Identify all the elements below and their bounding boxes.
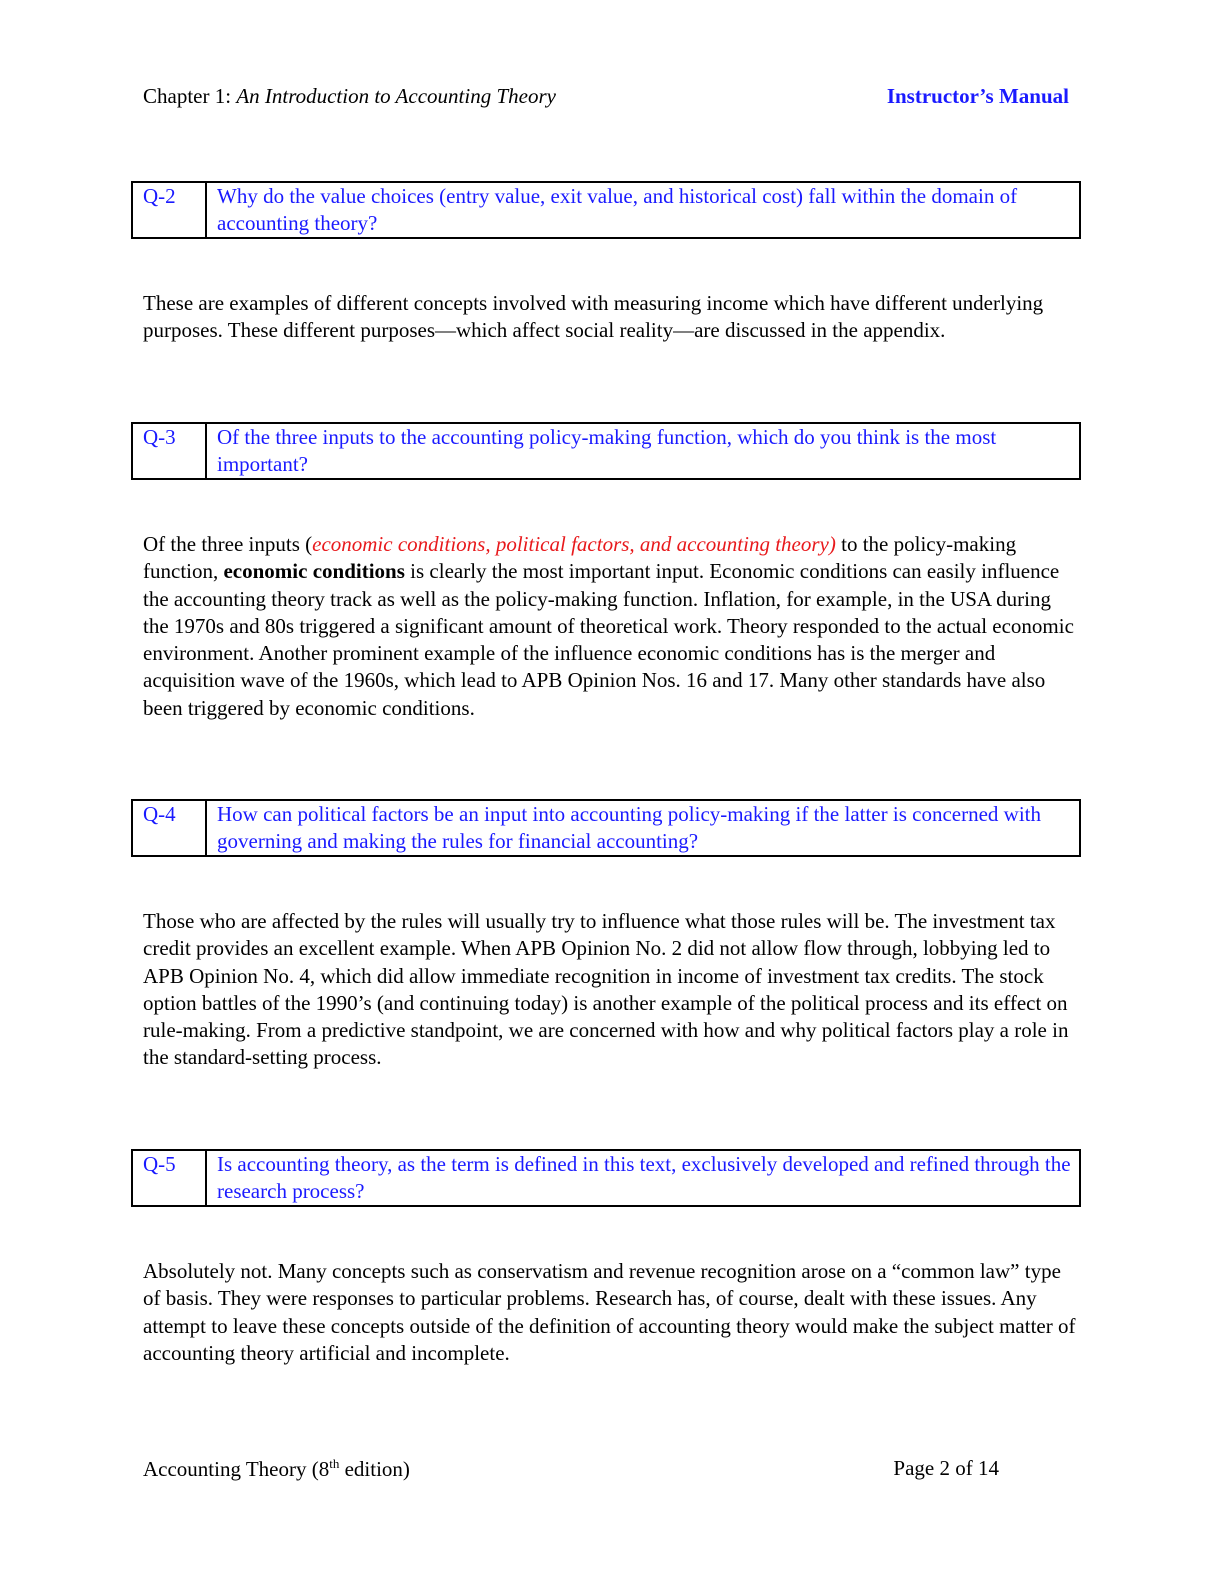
question-number: Q-5 <box>133 1151 207 1205</box>
book-prefix: Accounting Theory (8 <box>143 1457 330 1481</box>
question-number: Q-2 <box>133 183 207 237</box>
book-suffix: edition) <box>339 1457 410 1481</box>
answer-bold: economic conditions <box>223 559 405 584</box>
page-number: Page 2 of 14 <box>893 1456 999 1480</box>
edition-sup: th <box>329 1456 340 1471</box>
question-box-q2 <box>131 181 1081 239</box>
answer-mid: to the policy-making function, <box>143 532 1017 584</box>
question-number: Q-3 <box>133 424 207 478</box>
question-box-q3 <box>131 422 1081 480</box>
answer-q4: Those who are affected by the rules will usually try to influence what those rules will be. The investment tax credit provides an excellent example. When APB Opinion No. 2 did not allow flow through, lobbying led to APB Opinion No. 4, which did allow immediate recognition in income of investment tax credits. The stock option battles of the 1990’s (and continuing today) is another example of the political process and its effect on rule-making. From a predictive standpoint, we are concerned with how and why political factors play a role in the standard-setting process. <box>143 909 1069 1070</box>
question-text: Why do the value choices (entry value, exit value, and historical cost) fall within the domain of accounting theory? <box>217 184 1018 235</box>
question-box-q4 <box>131 799 1081 857</box>
chapter-prefix: Chapter 1: <box>143 84 237 108</box>
answer-inputs: economic conditions, political factors, and accounting theory) <box>312 532 836 556</box>
question-text: Is accounting theory, as the term is defined in this text, exclusively developed and refined through the research process? <box>217 1152 1071 1203</box>
answer-rest: is clearly the most important input. Economic conditions can easily influence the accounting theory track as well as the policy-making function. Inflation, for example, in the USA during the 1970s and 80s triggered a significant amount of theoretical work. Theory responded to the actual economic environment. Another prominent example of the influence economic conditions has is the merger and acquisition wave of the 1960s, which lead to APB Opinion Nos. 16 and 17. Many other standards have also been triggered by economic conditions. <box>143 559 1074 720</box>
question-text: How can political factors be an input into accounting policy-making if the latter is concerned with governing and making the rules for financial accounting? <box>217 802 1041 853</box>
answer-q3 <box>143 531 1078 722</box>
chapter-title: An Introduction to Accounting Theory <box>236 84 556 108</box>
answer-q5: Absolutely not. Many concepts such as conservatism and revenue recognition arose on a “common law” type of basis. They were responses to particular problems. Research has, of course, dealt with these issues. Any attempt to leave these concepts outside of the definition of accounting theory would make the subject matter of accounting theory artificial and incomplete. <box>143 1259 1076 1365</box>
question-text: Of the three inputs to the accounting policy-making function, which do you think is the most important? <box>217 425 997 476</box>
book-title <box>143 1456 410 1482</box>
question-number: Q-4 <box>133 801 207 855</box>
chapter-heading <box>143 84 556 109</box>
manual-label: Instructor’s Manual <box>886 84 1069 108</box>
page-header <box>143 84 1069 114</box>
answer-lead: Of the three inputs ( <box>143 532 313 556</box>
page-footer <box>143 1456 999 1486</box>
question-box-q5 <box>131 1149 1081 1207</box>
answer-q2: These are examples of different concepts involved with measuring income which have different underlying purposes. These different purposes—which affect social reality—are discussed in the appendix. <box>143 291 1044 343</box>
